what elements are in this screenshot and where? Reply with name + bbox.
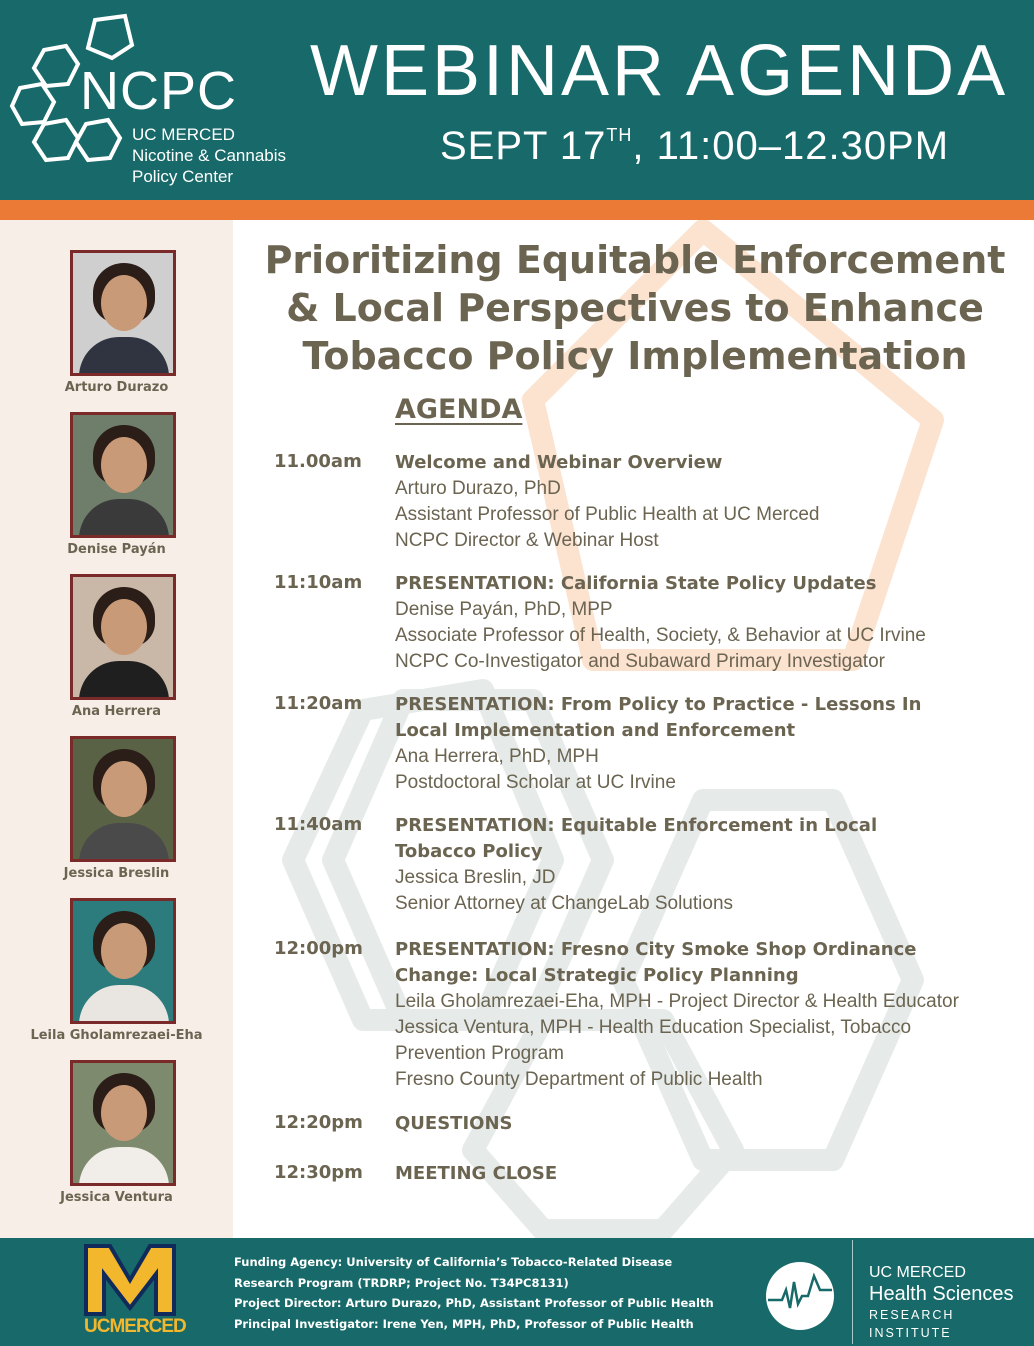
ncpc-logo-text: NCPC — [80, 61, 238, 121]
agenda-item-title: Local Implementation and Enforcement — [395, 720, 796, 741]
funding-line-2: Research Program (TRDRP; Project No. T34PC8131) — [234, 1275, 569, 1290]
agenda-item — [395, 1111, 1025, 1137]
portrait-body-shape — [79, 1147, 169, 1186]
agenda-item-detail: Arturo Durazo, PhD — [395, 478, 561, 499]
agenda-item-detail: Ana Herrera, PhD, MPH — [395, 746, 599, 767]
speaker-photo — [70, 412, 176, 538]
footer-divider — [852, 1240, 853, 1344]
agenda-item-detail: Prevention Program — [395, 1043, 564, 1064]
agenda-item-detail: NCPC Co-Investigator and Subaward Primary Investigator — [395, 651, 885, 672]
portrait-face-shape — [101, 923, 147, 979]
speaker-name: Arturo Durazo — [64, 380, 169, 395]
logo-line-3: Policy Center — [132, 167, 234, 186]
agenda-item — [395, 813, 1025, 917]
page-title: WEBINAR AGENDA — [310, 31, 1009, 111]
portrait-face-shape — [101, 275, 147, 331]
agenda-item-title: PRESENTATION: California State Policy Updates — [395, 573, 877, 594]
portrait-body-shape — [79, 985, 169, 1024]
speaker-photo — [70, 736, 176, 862]
agenda-time: 12:20pm — [274, 1112, 363, 1133]
agenda-item — [395, 692, 1025, 796]
agenda-item-detail: Denise Payán, PhD, MPP — [395, 599, 613, 620]
agenda-item-detail: Associate Professor of Health, Society, & Behavior at UC Irvine — [395, 625, 926, 646]
health-sciences-logo-text — [869, 1264, 1034, 1342]
portrait-face-shape — [101, 761, 147, 817]
speaker-photo — [70, 250, 176, 376]
date-prefix: SEPT 17 — [440, 124, 607, 168]
agenda-item-detail: Assistant Professor of Public Health at UC Merced — [395, 504, 820, 525]
agenda-item-title: QUESTIONS — [395, 1113, 513, 1134]
agenda-time: 11:20am — [274, 693, 363, 714]
agenda-time: 11.00am — [274, 451, 362, 472]
agenda-item-title: MEETING CLOSE — [395, 1163, 558, 1184]
webinar-title — [240, 236, 1030, 380]
funding-info — [234, 1252, 754, 1334]
agenda-item — [395, 571, 1025, 675]
ncpc-logo-subtitle — [132, 124, 286, 187]
funding-line-3: Project Director: Arturo Durazo, PhD, Assistant Professor of Public Health — [234, 1296, 714, 1310]
logo-line-2: Nicotine & Cannabis — [132, 146, 287, 165]
agenda-item-detail: NCPC Director & Webinar Host — [395, 530, 659, 551]
portrait-body-shape — [79, 823, 169, 862]
agenda-time: 11:10am — [274, 572, 363, 593]
agenda-item-detail: Jessica Breslin, JD — [395, 867, 556, 888]
speaker-name: Jessica Breslin — [63, 866, 170, 881]
funding-line-4: Principal Investigator: Irene Yen, MPH, PhD, Professor of Public Health — [234, 1316, 694, 1331]
title-line-1: Prioritizing Equitable Enforcement — [264, 238, 1006, 282]
speaker-photo — [70, 574, 176, 700]
agenda-time: 12:00pm — [274, 938, 363, 959]
agenda-heading: AGENDA — [395, 394, 523, 425]
date-ordinal: TH — [606, 125, 633, 145]
speaker-photo — [70, 898, 176, 1024]
agenda-item-title: PRESENTATION: Fresno City Smoke Shop Ordinance — [395, 939, 917, 960]
agenda-time: 11:40am — [274, 814, 363, 835]
speaker-photo — [70, 1060, 176, 1186]
speaker-name: Jessica Ventura — [60, 1190, 173, 1205]
portrait-body-shape — [79, 499, 169, 538]
portrait-face-shape — [101, 599, 147, 655]
agenda-item-title: PRESENTATION: From Policy to Practice - Lessons In — [395, 694, 922, 715]
agenda-item-title: Tobacco Policy — [395, 841, 543, 862]
agenda-time: 12:30pm — [274, 1162, 363, 1183]
hs-line-2: Health Sciences — [869, 1283, 1014, 1305]
agenda-item-title: PRESENTATION: Equitable Enforcement in Local — [395, 815, 878, 836]
agenda-item — [395, 450, 1025, 554]
accent-divider — [0, 200, 1034, 220]
health-sciences-heartbeat-icon — [764, 1260, 836, 1332]
agenda-item-detail: Leila Gholamrezaei-Eha, MPH - Project Director & Health Educator — [395, 991, 959, 1012]
portrait-face-shape — [101, 1085, 147, 1141]
agenda-item — [395, 1161, 1025, 1187]
title-line-3: Tobacco Policy Implementation — [302, 334, 968, 378]
header-banner — [0, 0, 1034, 200]
speaker-name: Denise Payán — [67, 542, 166, 557]
agenda-item-title: Change: Local Strategic Policy Planning — [395, 965, 799, 986]
speaker-name: Ana Herrera — [71, 704, 162, 719]
hs-line-3: RESEARCH INSTITUTE — [869, 1308, 955, 1340]
portrait-face-shape — [101, 437, 147, 493]
agenda-item-detail: Fresno County Department of Public Health — [395, 1069, 763, 1090]
uc-merced-wordmark: UCMERCED — [84, 1316, 186, 1337]
portrait-body-shape — [79, 661, 169, 700]
date-suffix: , 11:00–12.30PM — [632, 124, 950, 168]
webinar-date-time — [440, 124, 949, 169]
agenda-item-title: Welcome and Webinar Overview — [395, 452, 723, 473]
agenda-item-detail: Senior Attorney at ChangeLab Solutions — [395, 893, 734, 914]
logo-line-1: UC MERCED — [132, 125, 235, 144]
agenda-item-detail: Postdoctoral Scholar at UC Irvine — [395, 772, 676, 793]
agenda-item — [395, 937, 1025, 1093]
title-line-2: & Local Perspectives to Enhance — [286, 286, 984, 330]
portrait-body-shape — [79, 337, 169, 376]
speaker-name: Leila Gholamrezaei-Eha — [30, 1028, 203, 1043]
funding-line-1: Funding Agency: University of California’s Tobacco-Related Disease — [234, 1255, 673, 1269]
hs-line-1: UC MERCED — [869, 1264, 966, 1281]
agenda-item-detail: Jessica Ventura, MPH - Health Education Specialist, Tobacco — [395, 1017, 912, 1038]
